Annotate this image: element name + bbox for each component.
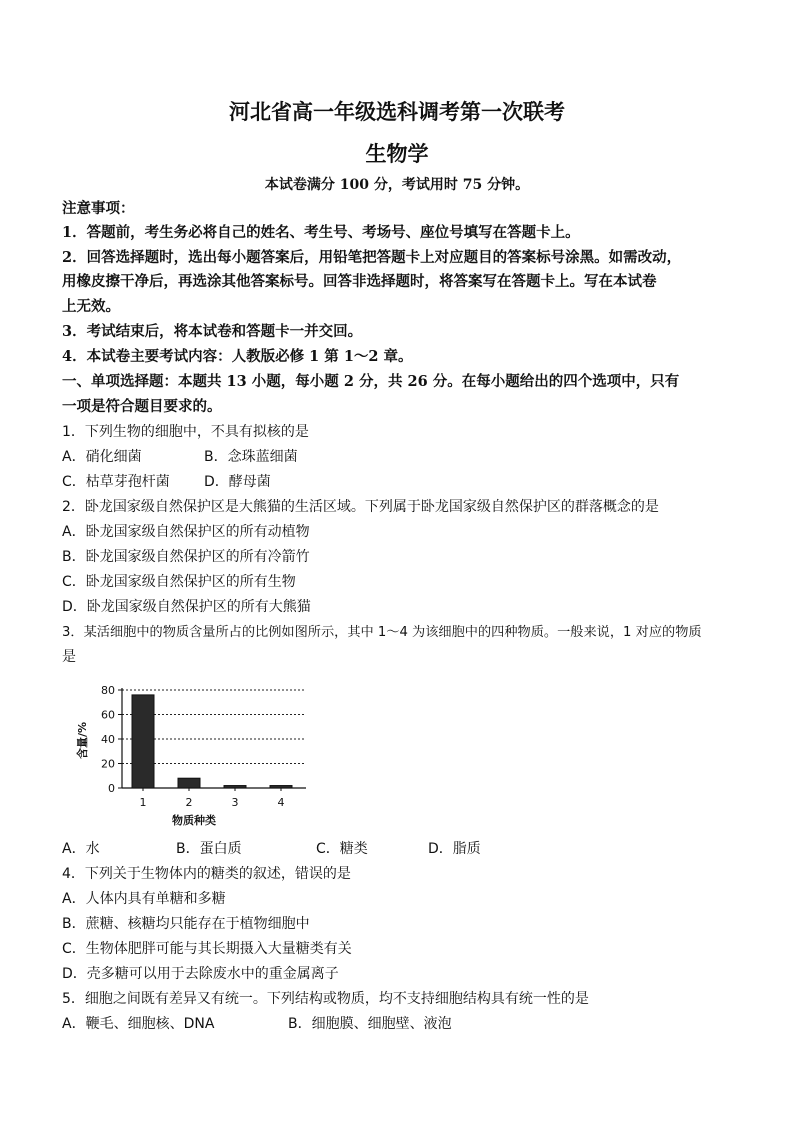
- chart-bar-2: [178, 778, 200, 788]
- q1-option-d: D．酵母菌: [204, 474, 271, 490]
- q4-option-d: D．壳多糖可以用于去除废水中的重金属离子: [62, 966, 339, 982]
- chart-y-label: 含量/%: [76, 721, 89, 759]
- q2-option-d: D．卧龙国家级自然保护区的所有大熊猫: [62, 599, 311, 615]
- note-1: 1．答题前，考生务必将自己的姓名、考生号、考场号、座位号填写在答题卡上。: [62, 224, 580, 241]
- exam-title: 河北省高一年级选科调考第一次联考: [229, 99, 565, 124]
- q3-stem-line-2: 是: [62, 649, 76, 665]
- q5-stem: 5．细胞之间既有差异又有统一。下列结构或物质，均不支持细胞结构具有统一性的是: [62, 991, 589, 1007]
- q4-stem: 4．下列关于生物体内的糖类的叙述，错误的是: [62, 866, 351, 882]
- chart-y-tick-label: 80: [101, 684, 115, 697]
- q1-stem: 1．下列生物的细胞中，不具有拟核的是: [62, 424, 309, 440]
- note-3: 3．考试结束后，将本试卷和答题卡一并交回。: [62, 323, 363, 340]
- chart-bar-3: [224, 786, 246, 788]
- q3-bar-chart: [70, 678, 330, 828]
- q3-option-d: D．脂质: [428, 841, 481, 857]
- chart-y-tick-label: 60: [101, 708, 115, 722]
- chart-bar-1: [132, 695, 154, 788]
- q1-option-b: B．念珠蓝细菌: [204, 449, 298, 465]
- q3-option-c: C．糖类: [316, 841, 368, 857]
- q5-option-a: A．鞭毛、细胞核、DNA: [62, 1016, 215, 1032]
- section-heading-line-1: 一、单项选择题：本题共 13 小题，每小题 2 分，共 26 分。在每小题给出的四个选项中，只有: [62, 373, 680, 390]
- chart-y-tick-label: 40: [101, 733, 115, 746]
- chart-bars: [132, 695, 292, 788]
- q1-option-c: C．枯草芽孢杆菌: [62, 474, 170, 490]
- q4-option-b: B．蔗糖、核糖均只能存在于植物细胞中: [62, 916, 310, 932]
- chart-x-tick-label: 3: [231, 796, 239, 809]
- chart-x-label: 物质种类: [172, 814, 216, 827]
- q2-option-b: B．卧龙国家级自然保护区的所有冷箭竹: [62, 549, 310, 565]
- q1-option-a: A．硝化细菌: [62, 449, 142, 465]
- section-heading-line-2: 一项是符合题目要求的。: [62, 398, 222, 415]
- q2-option-c: C．卧龙国家级自然保护区的所有生物: [62, 574, 296, 590]
- chart-y-tick-label: 0: [108, 782, 115, 795]
- note-2-line-2: 用橡皮擦干净后，再选涂其他答案标号。回答非选择题时，将答案写在答题卡上。写在本试卷: [62, 273, 657, 290]
- chart-y-ticks: [101, 684, 122, 795]
- chart-y-tick-label: 20: [101, 757, 115, 771]
- chart-x-tick-label: 1: [139, 796, 147, 809]
- q3-option-b: B．蛋白质: [176, 841, 242, 857]
- q5-option-b: B．细胞膜、细胞壁、液泡: [288, 1016, 452, 1032]
- notes-heading: 注意事项：: [62, 200, 135, 217]
- q2-stem: 2．卧龙国家级自然保护区是大熊猫的生活区域。下列属于卧龙国家级自然保护区的群落概念的是: [62, 499, 659, 515]
- chart-x-tick-label: 4: [277, 796, 285, 809]
- note-2-line-1: 2．回答选择题时，选出每小题答案后，用铅笔把答题卡上对应题目的答案标号涂黑。如需改动，: [62, 249, 682, 266]
- q3-stem-line-1: 3．某活细胞中的物质含量所占的比例如图所示，其中 1～4 为该细胞中的四种物质。一般来说，1 对应的物质: [62, 625, 702, 640]
- note-4: 4．本试卷主要考试内容：人教版必修 1 第 1～2 章。: [62, 348, 413, 365]
- q2-option-a: A．卧龙国家级自然保护区的所有动植物: [62, 524, 310, 540]
- exam-info: 本试卷满分 100 分，考试用时 75 分钟。: [264, 177, 530, 193]
- chart-x-tick-label: 2: [185, 796, 193, 809]
- q4-option-a: A．人体内具有单糖和多糖: [62, 891, 226, 907]
- chart-x-ticks: [140, 788, 285, 809]
- chart-bar-4: [270, 786, 292, 788]
- note-2-line-3: 上无效。: [62, 298, 120, 315]
- q4-option-c: C．生物体肥胖可能与其长期摄入大量糖类有关: [62, 941, 352, 957]
- subject-title: 生物学: [365, 141, 429, 166]
- q3-option-a: A．水: [62, 841, 100, 857]
